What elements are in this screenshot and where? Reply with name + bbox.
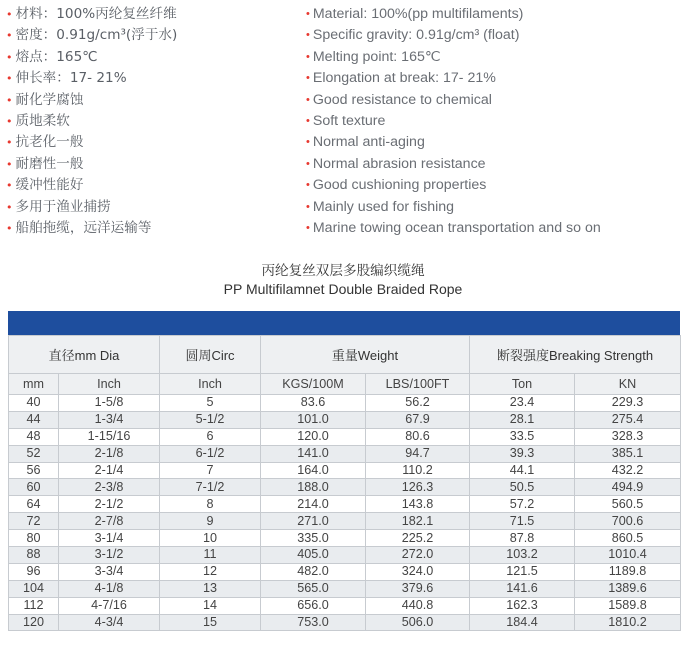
- cell-mm: 52: [9, 445, 59, 462]
- cell-mm: 40: [9, 395, 59, 412]
- cell-kn: 560.5: [575, 496, 681, 513]
- bullet-icon: •: [306, 29, 310, 42]
- cn-property-text: 伸长率：17- 21%: [15, 70, 127, 87]
- cell-ton: 57.2: [470, 496, 575, 513]
- cn-property-item: [6, 25, 296, 46]
- cell-mm: 80: [9, 530, 59, 547]
- table-row: [9, 614, 681, 631]
- bullet-icon: •: [6, 50, 13, 64]
- cell-kgs: 188.0: [261, 479, 366, 496]
- table-body: [9, 395, 681, 631]
- bullet-icon: •: [6, 93, 13, 107]
- cell-mm: 112: [9, 597, 59, 614]
- cell-circ-inch: 8: [160, 496, 261, 513]
- cell-kn: 700.6: [575, 513, 681, 530]
- en-property-item: [306, 197, 686, 218]
- table-row: [9, 513, 681, 530]
- cell-circ-inch: 6: [160, 428, 261, 445]
- cell-circ-inch: 7: [160, 462, 261, 479]
- en-property-item: [306, 154, 686, 175]
- table-row: [9, 479, 681, 496]
- cn-property-item: [6, 132, 296, 153]
- cell-lbs: 379.6: [366, 580, 470, 597]
- cell-kgs: 141.0: [261, 445, 366, 462]
- properties-section: [6, 4, 686, 240]
- cell-mm: 96: [9, 563, 59, 580]
- cn-property-item: [6, 111, 296, 132]
- cn-property-text: 抗老化一般: [15, 134, 84, 151]
- cn-property-item: [6, 154, 296, 175]
- bullet-icon: •: [6, 114, 13, 128]
- cell-lbs: 126.3: [366, 479, 470, 496]
- table-title-cn: 丙纶复丝双层多股编织缆绳: [261, 263, 425, 279]
- cell-kn: 385.1: [575, 445, 681, 462]
- table-header-bar: [8, 311, 680, 335]
- cell-mm: 64: [9, 496, 59, 513]
- header-breaking-strength: 断裂强度Breaking Strength: [470, 336, 681, 374]
- cell-ton: 87.8: [470, 530, 575, 547]
- en-property-text: Good resistance to chemical: [312, 91, 492, 108]
- header-diameter: 直径mm Dia: [9, 336, 160, 374]
- cell-circ-inch: 15: [160, 614, 261, 631]
- cell-lbs: 324.0: [366, 563, 470, 580]
- cell-ton: 33.5: [470, 428, 575, 445]
- cell-lbs: 440.8: [366, 597, 470, 614]
- cell-lbs: 56.2: [366, 395, 470, 412]
- bullet-icon: •: [6, 72, 13, 86]
- cell-mm: 60: [9, 479, 59, 496]
- cell-ton: 28.1: [470, 411, 575, 428]
- table-row: [9, 445, 681, 462]
- cell-dia-inch: 3-1/2: [59, 547, 160, 564]
- bullet-icon: •: [6, 200, 13, 214]
- cn-property-text: 密度：0.91g/cm³(浮于水): [15, 27, 178, 44]
- cell-kn: 1810.2: [575, 614, 681, 631]
- cell-circ-inch: 9: [160, 513, 261, 530]
- en-property-text: Material: 100%(pp multifilaments): [312, 6, 524, 22]
- cell-lbs: 80.6: [366, 428, 470, 445]
- cell-dia-inch: 3-1/4: [59, 530, 160, 547]
- bullet-icon: •: [306, 136, 310, 149]
- en-property-text: Soft texture: [312, 112, 386, 129]
- table-row: [9, 395, 681, 412]
- properties-cn-list: [6, 4, 296, 239]
- cn-property-item: [6, 4, 296, 25]
- cell-dia-inch: 4-3/4: [59, 614, 160, 631]
- cell-kgs: 83.6: [261, 395, 366, 412]
- en-property-text: Marine towing ocean transportation and so on: [312, 219, 601, 236]
- unit-ton: Ton: [470, 374, 575, 395]
- bullet-icon: •: [6, 221, 13, 235]
- cell-ton: 121.5: [470, 563, 575, 580]
- cell-ton: 103.2: [470, 547, 575, 564]
- cell-ton: 71.5: [470, 513, 575, 530]
- spec-table: [8, 335, 681, 631]
- table-group-header-row: [9, 336, 681, 374]
- cell-dia-inch: 1-15/16: [59, 428, 160, 445]
- cell-kgs: 120.0: [261, 428, 366, 445]
- cell-kn: 229.3: [575, 395, 681, 412]
- unit-kn: KN: [575, 374, 681, 395]
- bullet-icon: •: [6, 136, 13, 150]
- en-property-text: Normal anti-aging: [312, 134, 425, 151]
- cell-dia-inch: 2-1/2: [59, 496, 160, 513]
- cn-property-text: 材料：100%丙纶复丝纤维: [15, 6, 177, 22]
- cell-lbs: 272.0: [366, 547, 470, 564]
- bullet-icon: •: [306, 72, 310, 85]
- cell-kn: 1189.8: [575, 563, 681, 580]
- table-row: [9, 563, 681, 580]
- cell-kn: 860.5: [575, 530, 681, 547]
- bullet-icon: •: [306, 221, 310, 234]
- cell-dia-inch: 2-1/4: [59, 462, 160, 479]
- en-property-item: [306, 111, 686, 132]
- en-property-item: [306, 218, 686, 239]
- table-row: [9, 597, 681, 614]
- cell-kgs: 164.0: [261, 462, 366, 479]
- cell-lbs: 67.9: [366, 411, 470, 428]
- cell-circ-inch: 6-1/2: [160, 445, 261, 462]
- cell-circ-inch: 11: [160, 547, 261, 564]
- en-property-item: [306, 175, 686, 196]
- cell-ton: 44.1: [470, 462, 575, 479]
- cell-kn: 494.9: [575, 479, 681, 496]
- cell-mm: 88: [9, 547, 59, 564]
- table-row: [9, 428, 681, 445]
- cn-property-item: [6, 90, 296, 111]
- cell-kn: 432.2: [575, 462, 681, 479]
- table-row: [9, 496, 681, 513]
- cell-kgs: 753.0: [261, 614, 366, 631]
- cell-dia-inch: 2-1/8: [59, 445, 160, 462]
- cn-property-item: [6, 175, 296, 196]
- cell-lbs: 506.0: [366, 614, 470, 631]
- table-unit-header-row: [9, 374, 681, 395]
- table-title-en: PP Multifilamnet Double Braided Rope: [223, 281, 463, 297]
- cell-dia-inch: 1-5/8: [59, 395, 160, 412]
- cell-dia-inch: 1-3/4: [59, 411, 160, 428]
- table-row: [9, 462, 681, 479]
- bullet-icon: •: [306, 114, 310, 127]
- en-property-item: [306, 68, 686, 89]
- cell-dia-inch: 4-1/8: [59, 580, 160, 597]
- cn-property-item: [6, 68, 296, 89]
- cell-dia-inch: 3-3/4: [59, 563, 160, 580]
- cell-kn: 1010.4: [575, 547, 681, 564]
- cell-ton: 39.3: [470, 445, 575, 462]
- cell-mm: 44: [9, 411, 59, 428]
- unit-dia-inch: Inch: [59, 374, 160, 395]
- cell-kgs: 335.0: [261, 530, 366, 547]
- en-property-item: [306, 47, 686, 68]
- bullet-icon: •: [306, 93, 310, 106]
- cell-ton: 184.4: [470, 614, 575, 631]
- cn-property-text: 耐化学腐蚀: [15, 91, 84, 108]
- en-property-text: Good cushioning properties: [312, 177, 487, 194]
- cell-circ-inch: 10: [160, 530, 261, 547]
- cell-dia-inch: 4-7/16: [59, 597, 160, 614]
- en-property-text: Mainly used for fishing: [312, 198, 455, 215]
- cell-kgs: 101.0: [261, 411, 366, 428]
- table-row: [9, 580, 681, 597]
- bullet-icon: •: [6, 179, 13, 193]
- unit-circ-inch: Inch: [160, 374, 261, 395]
- bullet-icon: •: [306, 8, 310, 20]
- unit-mm: mm: [9, 374, 59, 395]
- table-row: [9, 530, 681, 547]
- unit-kgs-100m: KGS/100M: [261, 374, 366, 395]
- bullet-icon: •: [6, 8, 13, 21]
- bullet-icon: •: [306, 157, 310, 170]
- bullet-icon: •: [6, 29, 13, 43]
- cell-ton: 50.5: [470, 479, 575, 496]
- cell-ton: 162.3: [470, 597, 575, 614]
- cell-circ-inch: 7-1/2: [160, 479, 261, 496]
- cell-lbs: 143.8: [366, 496, 470, 513]
- header-weight: 重量Weight: [261, 336, 470, 374]
- cn-property-item: [6, 47, 296, 68]
- bullet-icon: •: [306, 179, 310, 192]
- cell-ton: 141.6: [470, 580, 575, 597]
- cn-property-text: 耐磨性一般: [15, 155, 84, 172]
- en-property-text: Normal abrasion resistance: [312, 155, 486, 172]
- cell-mm: 104: [9, 580, 59, 597]
- en-property-item: [306, 90, 686, 111]
- cell-kgs: 482.0: [261, 563, 366, 580]
- cell-circ-inch: 13: [160, 580, 261, 597]
- cell-kgs: 565.0: [261, 580, 366, 597]
- unit-lbs-100ft: LBS/100FT: [366, 374, 470, 395]
- cn-property-text: 船舶拖缆，远洋运输等: [15, 219, 152, 236]
- cell-kn: 1589.8: [575, 597, 681, 614]
- cell-kn: 328.3: [575, 428, 681, 445]
- cn-property-text: 多用于渔业捕捞: [15, 198, 111, 215]
- cell-mm: 56: [9, 462, 59, 479]
- en-property-text: Specific gravity: 0.91g/cm³ (float): [312, 27, 520, 44]
- en-property-item: [306, 25, 686, 46]
- cell-lbs: 182.1: [366, 513, 470, 530]
- cell-circ-inch: 5: [160, 395, 261, 412]
- cell-mm: 72: [9, 513, 59, 530]
- cell-circ-inch: 12: [160, 563, 261, 580]
- en-property-text: Elongation at break: 17- 21%: [312, 70, 496, 87]
- properties-en-list: [306, 4, 686, 239]
- cell-circ-inch: 14: [160, 597, 261, 614]
- cell-lbs: 110.2: [366, 462, 470, 479]
- table-row: [9, 411, 681, 428]
- table-row: [9, 547, 681, 564]
- cell-ton: 23.4: [470, 395, 575, 412]
- cell-dia-inch: 2-7/8: [59, 513, 160, 530]
- cell-kgs: 271.0: [261, 513, 366, 530]
- cn-property-item: [6, 218, 296, 239]
- cn-property-item: [6, 197, 296, 218]
- cell-kgs: 214.0: [261, 496, 366, 513]
- bullet-icon: •: [306, 200, 310, 213]
- cell-lbs: 94.7: [366, 445, 470, 462]
- bullet-icon: •: [306, 50, 310, 63]
- cn-property-text: 熔点：165℃: [15, 48, 98, 65]
- en-property-item: [306, 132, 686, 153]
- cell-lbs: 225.2: [366, 530, 470, 547]
- cn-property-text: 质地柔软: [15, 112, 70, 129]
- cn-property-text: 缓冲性能好: [15, 177, 84, 194]
- cell-circ-inch: 5-1/2: [160, 411, 261, 428]
- cell-kn: 1389.6: [575, 580, 681, 597]
- cell-kgs: 405.0: [261, 547, 366, 564]
- cell-kn: 275.4: [575, 411, 681, 428]
- cell-mm: 120: [9, 614, 59, 631]
- cell-dia-inch: 2-3/8: [59, 479, 160, 496]
- cell-kgs: 656.0: [261, 597, 366, 614]
- en-property-item: [306, 4, 686, 25]
- en-property-text: Melting point: 165℃: [312, 48, 441, 65]
- header-circumference: 圆周Circ: [160, 336, 261, 374]
- cell-mm: 48: [9, 428, 59, 445]
- bullet-icon: •: [6, 157, 13, 171]
